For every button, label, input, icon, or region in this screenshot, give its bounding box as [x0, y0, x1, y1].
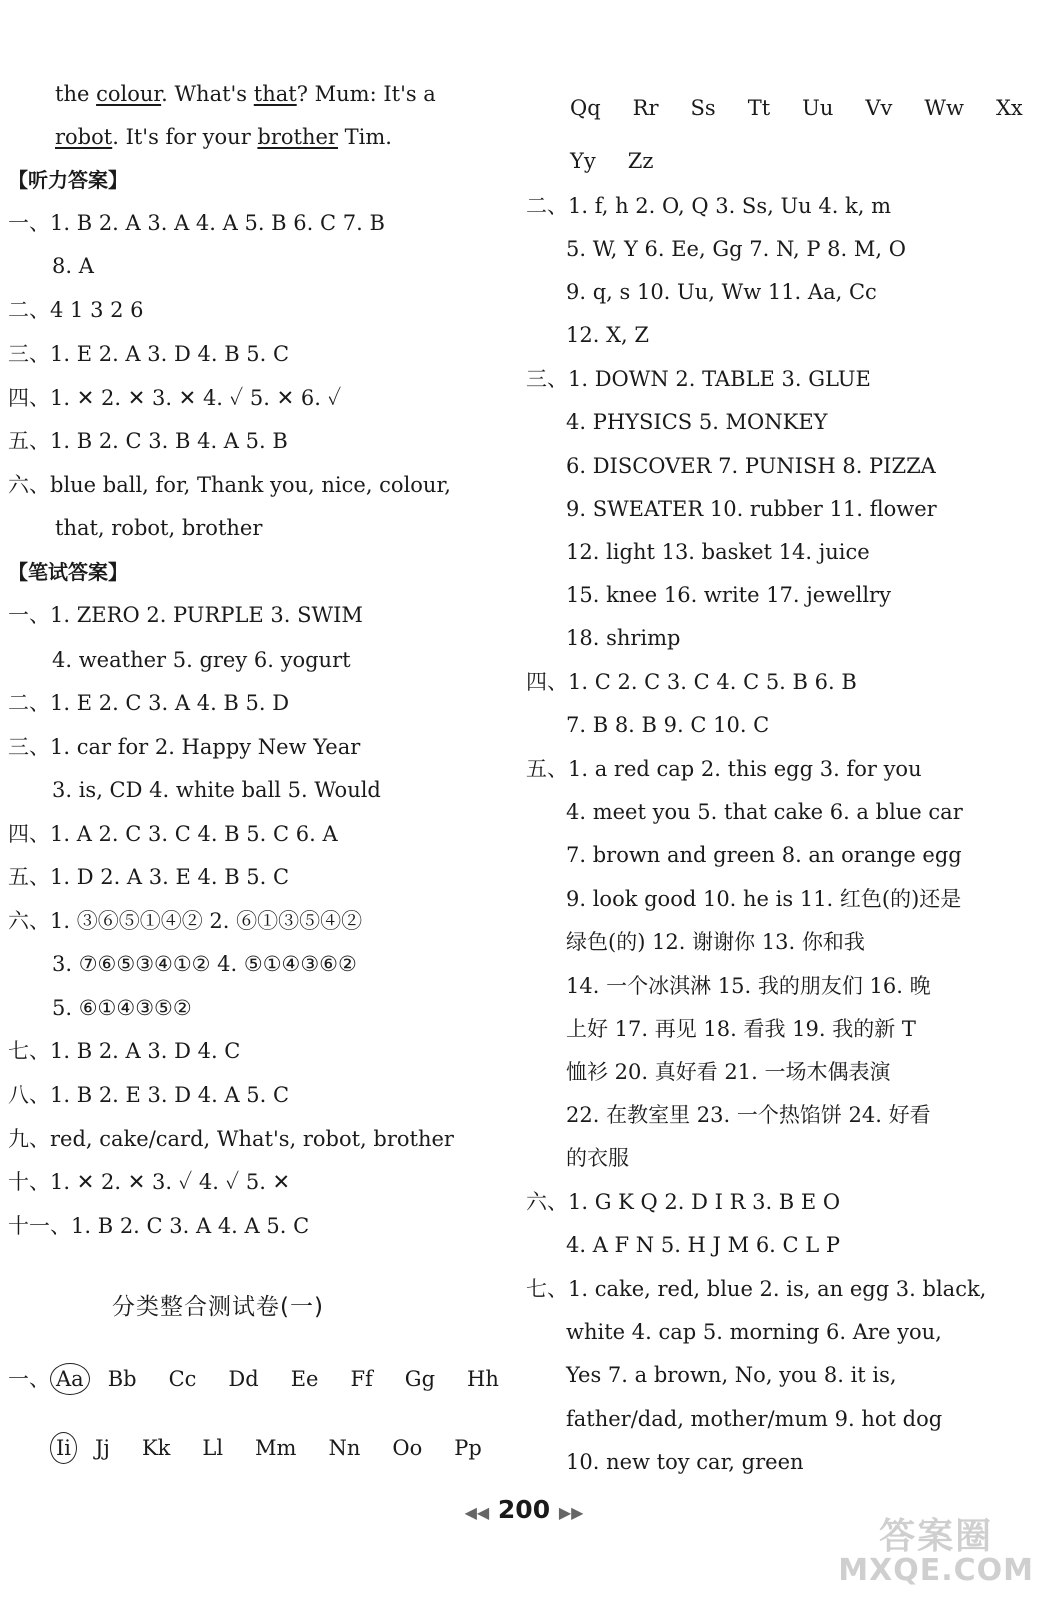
answer-line: 4. A F N 5. H J M 6. C L P	[566, 1233, 841, 1257]
letter-pair: Rr	[632, 96, 659, 120]
answer-line: 六、1. ③⑥⑤①④② 2. ⑥①③⑤④②	[8, 909, 363, 933]
letter-pair: Bb	[107, 1367, 137, 1391]
answer-line: 七、1. B 2. A 3. D 4. C	[8, 1039, 241, 1063]
intro-line-1	[55, 80, 436, 108]
answer-line: 9. look good 10. he is 11. 红色(的)还是	[566, 887, 962, 911]
underlined-word: robot	[55, 125, 113, 149]
answer-line: 二、1. E 2. C 3. A 4. B 5. D	[8, 691, 290, 715]
letter-pair: Jj	[95, 1436, 110, 1460]
test-title: 分类整合测试卷(一)	[112, 1294, 324, 1320]
answer-line: 八、1. B 2. E 3. D 4. A 5. C	[8, 1083, 290, 1107]
answer-line: 一、1. B 2. A 3. A 4. A 5. B 6. C 7. B	[8, 211, 385, 235]
letter-pair: Zz	[627, 149, 654, 173]
circled-letter: Aa	[50, 1363, 90, 1395]
answer-line: 4. meet you 5. that cake 6. a blue car	[566, 800, 963, 824]
answer-line: 14. 一个冰淇淋 15. 我的朋友们 16. 晚	[566, 974, 931, 998]
section-marker: 一、	[8, 1367, 50, 1391]
answer-line: 3. is, CD 4. white ball 5. Would	[52, 778, 381, 802]
double-left-arrow-icon: ◀◀	[464, 1503, 490, 1522]
answer-line: father/dad, mother/mum 9. hot dog	[566, 1407, 943, 1431]
letter-pair: Ff	[350, 1367, 373, 1391]
answer-line: 5. ⑥①④③⑤②	[52, 996, 192, 1020]
intro-text: ? Mum: It's a	[296, 82, 436, 106]
circled-letter: Ii	[50, 1432, 77, 1464]
answer-line: 七、1. cake, red, blue 2. is, an egg 3. black,	[526, 1277, 987, 1301]
answer-line: 三、1. car for 2. Happy New Year	[8, 735, 361, 759]
answer-line: 六、1. G K Q 2. D I R 3. B E O	[526, 1190, 841, 1214]
intro-text: the	[55, 82, 97, 106]
intro-text: Tim.	[337, 125, 392, 149]
answer-line: 4. weather 5. grey 6. yogurt	[52, 648, 351, 672]
answer-line: 四、1. C 2. C 3. C 4. C 5. B 6. B	[526, 670, 857, 694]
intro-text: . What's	[161, 82, 254, 106]
letters-row-4	[570, 147, 653, 175]
letter-pair: Pp	[454, 1436, 482, 1460]
written-heading: 【笔试答案】	[8, 560, 128, 584]
letters-row-1	[8, 1363, 499, 1395]
watermark-text: 答案圈	[879, 1516, 994, 1557]
underlined-word: that	[253, 82, 297, 106]
answer-line: 二、4 1 3 2 6	[8, 298, 144, 322]
letter-pair: Ee	[290, 1367, 319, 1391]
answer-line: 五、1. D 2. A 3. E 4. B 5. C	[8, 865, 290, 889]
letter-pair: Xx	[995, 96, 1023, 120]
answer-line: 四、1. ✕ 2. ✕ 3. ✕ 4. ✓ 5. ✕ 6. ✓	[8, 386, 342, 410]
answer-line: 三、1. E 2. A 3. D 4. B 5. C	[8, 342, 290, 366]
double-right-arrow-icon: ▶▶	[558, 1503, 584, 1522]
answer-line: 22. 在教室里 23. 一个热馅饼 24. 好看	[566, 1103, 931, 1127]
letter-pair: Cc	[168, 1367, 197, 1391]
answer-line: 5. W, Y 6. Ee, Gg 7. N, P 8. M, O	[566, 237, 906, 261]
letter-pair: Ss	[690, 96, 716, 120]
letter-pair: Ww	[924, 96, 964, 120]
intro-line-2	[55, 123, 392, 151]
answer-line: 4. PHYSICS 5. MONKEY	[566, 410, 828, 434]
answer-line: 恤衫 20. 真好看 21. 一场木偶表演	[566, 1060, 891, 1084]
answer-line: 12. light 13. basket 14. juice	[566, 540, 870, 564]
letter-pair: Kk	[141, 1436, 171, 1460]
answer-line: 五、1. a red cap 2. this egg 3. for you	[526, 757, 922, 781]
answer-line: 15. knee 16. write 17. jewellry	[566, 583, 891, 607]
answer-line: 6. DISCOVER 7. PUNISH 8. PIZZA	[566, 454, 936, 478]
watermark-logo	[838, 1508, 1034, 1588]
answer-line: 十一、1. B 2. C 3. A 4. A 5. C	[8, 1214, 310, 1238]
answer-line: 9. SWEATER 10. rubber 11. flower	[566, 497, 937, 521]
answer-line: 7. B 8. B 9. C 10. C	[566, 713, 770, 737]
listening-heading: 【听力答案】	[8, 168, 128, 192]
answer-line: 一、1. ZERO 2. PURPLE 3. SWIM	[8, 603, 363, 627]
page-number: 200	[497, 1495, 551, 1524]
answer-line: 五、1. B 2. C 3. B 4. A 5. B	[8, 429, 288, 453]
answer-line: that, robot, brother	[55, 516, 263, 540]
letter-pair: Dd	[228, 1367, 259, 1391]
letter-pair: Oo	[392, 1436, 423, 1460]
letter-pair: Uu	[802, 96, 834, 120]
answer-line: 绿色(的) 12. 谢谢你 13. 你和我	[566, 930, 865, 954]
answer-line: 上好 17. 再见 18. 看我 19. 我的新 T	[566, 1017, 916, 1041]
underlined-word: brother	[257, 125, 338, 149]
answer-line: 九、red, cake/card, What's, robot, brother	[8, 1127, 454, 1151]
letter-pair: Qq	[570, 96, 601, 120]
underlined-word: colour	[96, 82, 162, 106]
answer-line: 9. q, s 10. Uu, Ww 11. Aa, Cc	[566, 280, 877, 304]
answer-line: 十、1. ✕ 2. ✕ 3. ✓ 4. ✓ 5. ✕	[8, 1170, 291, 1194]
watermark-url: MXQE.COM	[838, 1553, 1034, 1588]
answer-line: 三、1. DOWN 2. TABLE 3. GLUE	[526, 367, 871, 391]
answer-line: 8. A	[52, 254, 94, 278]
letter-pair: Mm	[255, 1436, 297, 1460]
letters-row-3	[570, 94, 1023, 122]
answer-line: 六、blue ball, for, Thank you, nice, colour,	[8, 473, 451, 497]
letter-pair: Hh	[467, 1367, 499, 1391]
letter-pair: Tt	[747, 96, 771, 120]
letters-row-2	[50, 1432, 482, 1464]
answer-line: 12. X, Z	[566, 323, 649, 347]
letter-pair: Nn	[328, 1436, 361, 1460]
answer-line: Yes 7. a brown, No, you 8. it is,	[566, 1363, 897, 1387]
answer-line: 的衣服	[566, 1146, 629, 1170]
answer-line: white 4. cap 5. morning 6. Are you,	[566, 1320, 942, 1344]
letter-pair: Yy	[570, 149, 596, 173]
answer-line: 18. shrimp	[566, 626, 681, 650]
answer-line: 二、1. f, h 2. O, Q 3. Ss, Uu 4. k, m	[526, 194, 892, 218]
letter-pair: Gg	[404, 1367, 436, 1391]
answer-line: 7. brown and green 8. an orange egg	[566, 843, 962, 867]
letter-pair: Vv	[865, 96, 893, 120]
answer-line: 10. new toy car, green	[566, 1450, 804, 1474]
answer-line: 3. ⑦⑥⑤③④①② 4. ⑤①④③⑥②	[52, 952, 357, 976]
letter-pair: Ll	[202, 1436, 224, 1460]
answer-line: 四、1. A 2. C 3. C 4. B 5. C 6. A	[8, 822, 338, 846]
intro-text: . It's for your	[112, 125, 258, 149]
